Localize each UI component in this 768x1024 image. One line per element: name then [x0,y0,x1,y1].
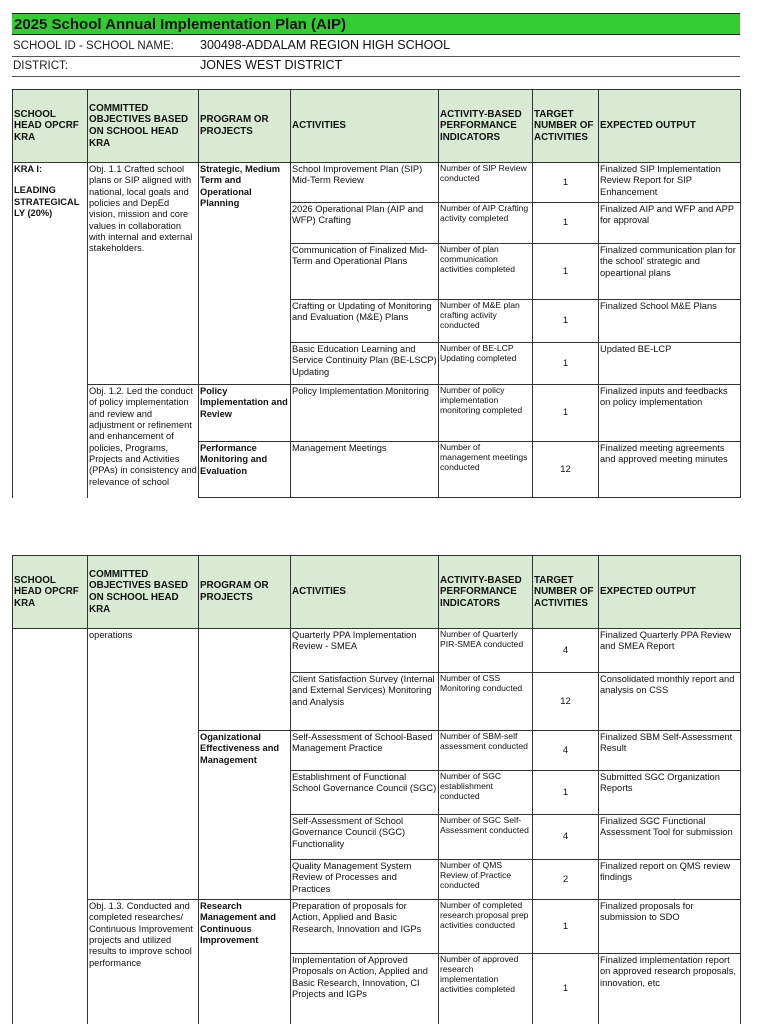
indicator-cell: Number of SGC establishment conducted [439,771,533,815]
indicator-cell: Number of M&E plan crafting activity conducted [439,300,533,343]
col-header-target: TARGET NUMBER OF ACTIVITIES [533,556,599,629]
target-cell: 1 [533,203,599,244]
activity-cell: Self-Assessment of School Governance Council (SGC) Functionality [291,815,439,860]
output-cell: Finalized SGC Functional Assessment Tool for submission [599,815,741,860]
output-cell: Finalized SIP Implementation Review Report for SIP Enhancement [599,163,741,203]
col-header-output: EXPECTED OUTPUT [599,556,741,629]
program-cell: Performance Monitoring and Evaluation [199,442,291,498]
output-cell: Finalized Quarterly PPA Review and SMEA Report [599,629,741,673]
output-cell: Finalized communication plan for the school' strategic and opeartional plans [599,244,741,300]
col-header-indicators: ACTIVITY-BASED PERFORMANCE INDICATORS [439,90,533,163]
program-cell: Research Management and Continuous Improvement [199,900,291,1024]
school-info-row [12,37,740,57]
activity-cell: Communication of Finalized Mid-Term and Operational Plans [291,244,439,300]
target-cell: 1 [533,385,599,442]
indicator-cell: Number of completed research proposal prep activities conducted [439,900,533,954]
activity-cell: Crafting or Updating of Monitoring and Evaluation (M&E) Plans [291,300,439,343]
indicator-cell: Number of SBM-self assessment conducted [439,731,533,771]
table-row [13,629,741,673]
objective-cell: Obj. 1.3. Conducted and completed researches/ Continuous Improvement projects and utilized results to improve school performance [88,900,199,1024]
table-row [13,385,741,442]
col-header-program: PROGRAM OR PROJECTS [199,556,291,629]
target-cell: 12 [533,442,599,498]
target-cell: 1 [533,343,599,385]
plan-title-bar [12,13,740,35]
activity-cell: School Improvement Plan (SIP) Mid-Term Review [291,163,439,203]
col-header-objectives: COMMITTED OBJECTIVES BASED ON SCHOOL HEAD KRA [88,90,199,163]
school-label: SCHOOL ID - SCHOOL NAME: [13,40,174,52]
indicator-cell: Number of approved research implementation activities completed [439,954,533,1024]
activity-cell: Policy Implementation Monitoring [291,385,439,442]
col-header-kra: SCHOOL HEAD OPCRF KRA [13,90,88,163]
activity-cell: Client Satisfaction Survey (Internal and External Services) Monitoring and Analysis [291,673,439,731]
indicator-cell: Number of policy implementation monitoring completed [439,385,533,442]
col-header-activities: ACTIVITIES [291,90,439,163]
output-cell: Finalized SBM Self-Assessment Result [599,731,741,771]
indicator-cell: Number of Quarterly PIR-SMEA conducted [439,629,533,673]
output-cell: Finalized School M&E Plans [599,300,741,343]
objective-cell: Obj. 1.1 Crafted school plans or SIP aligned with national, local goals and policies and DepEd vision, mission and core values in collaboration with internal and external stakeholders. [88,163,199,385]
kra-title: KRA I: [14,164,43,174]
program-cell: Oganizational Effectiveness and Management [199,731,291,900]
aip-table-page2 [12,555,741,1024]
indicator-cell: Number of plan communication activities completed [439,244,533,300]
col-header-kra: SCHOOL HEAD OPCRF KRA [13,556,88,629]
aip-table-page1 [12,89,741,498]
activity-cell: Implementation of Approved Proposals on Action, Applied and Basic Research, Innovation, CI Projects and IGPs [291,954,439,1024]
indicator-cell: Number of SGC Self-Assessment conducted [439,815,533,860]
output-cell: Finalized inputs and feedbacks on policy implementation [599,385,741,442]
activity-cell: Establishment of Functional School Governance Council (SGC) [291,771,439,815]
output-cell: Updated BE-LCP [599,343,741,385]
target-cell: 4 [533,815,599,860]
output-cell: Finalized report on QMS review findings [599,860,741,900]
target-cell: 4 [533,731,599,771]
district-label: DISTRICT: [13,60,68,72]
col-header-target: TARGET NUMBER OF ACTIVITIES [533,90,599,163]
table-header-row [13,90,741,163]
target-cell: 2 [533,860,599,900]
activity-cell: Management Meetings [291,442,439,498]
indicator-cell: Number of BE-LCP Updating completed [439,343,533,385]
target-cell: 1 [533,900,599,954]
indicator-cell: Number of AIP Crafting activity completed [439,203,533,244]
target-cell: 1 [533,244,599,300]
output-cell: Finalized AIP and WFP and APP for approval [599,203,741,244]
col-header-objectives: COMMITTED OBJECTIVES BASED ON SCHOOL HEAD KRA [88,556,199,629]
target-cell: 12 [533,673,599,731]
col-header-indicators: ACTIVITY-BASED PERFORMANCE INDICATORS [439,556,533,629]
objective-cell: Obj. 1.2. Led the conduct of policy implementation and review and adjustment or refinement and enhancement of policies, Programs, Projects and Activities (PPAs) in consistency and relevance of school [88,385,199,498]
indicator-cell: Number of SIP Review conducted [439,163,533,203]
output-cell: Finalized proposals for submission to SDO [599,900,741,954]
kra-name: LEADING STRATEGICAL LY (20%) [14,185,80,218]
indicator-cell: Number of CSS Monitoring conducted [439,673,533,731]
col-header-program: PROGRAM OR PROJECTS [199,90,291,163]
activity-cell: Basic Education Learning and Service Continuity Plan (BE-LSCP) Updating [291,343,439,385]
output-cell: Finalized implementation report on approved research proposals, innovation, etc [599,954,741,1024]
table-header-row [13,556,741,629]
table-row [13,900,741,954]
activity-cell: Preparation of proposals for Action, Applied and Basic Research, Innovation and IGPs [291,900,439,954]
program-cell: Strategic, Medium Term and Operational Planning [199,163,291,385]
program-cell: Policy Implementation and Review [199,385,291,442]
kra-cell [13,163,88,498]
activity-cell: 2026 Operational Plan (AIP and WFP) Crafting [291,203,439,244]
kra-cell [13,629,88,1024]
target-cell: 1 [533,300,599,343]
activity-cell: Quality Management System Review of Processes and Practices [291,860,439,900]
activity-cell: Quarterly PPA Implementation Review - SMEA [291,629,439,673]
target-cell: 1 [533,771,599,815]
target-cell: 1 [533,954,599,1024]
district-info-row [12,57,740,77]
col-header-activities: ACTIVITIES [291,556,439,629]
output-cell: Finalized meeting agreements and approved meeting minutes [599,442,741,498]
activity-cell: Self-Assessment of School-Based Management Practice [291,731,439,771]
output-cell: Consolidated monthly report and analysis on CSS [599,673,741,731]
plan-title: 2025 School Annual Implementation Plan (AIP) [14,16,346,33]
output-cell: Submitted SGC Organization Reports [599,771,741,815]
indicator-cell: Number of management meetings conducted [439,442,533,498]
table-row [13,163,741,203]
district-value: JONES WEST DISTRICT [200,58,343,72]
col-header-output: EXPECTED OUTPUT [599,90,741,163]
objective-cell: operations [88,629,199,900]
target-cell: 4 [533,629,599,673]
school-value: 300498-ADDALAM REGION HIGH SCHOOL [200,38,451,52]
program-cell [199,629,291,731]
indicator-cell: Number of QMS Review of Practice conducted [439,860,533,900]
target-cell: 1 [533,163,599,203]
